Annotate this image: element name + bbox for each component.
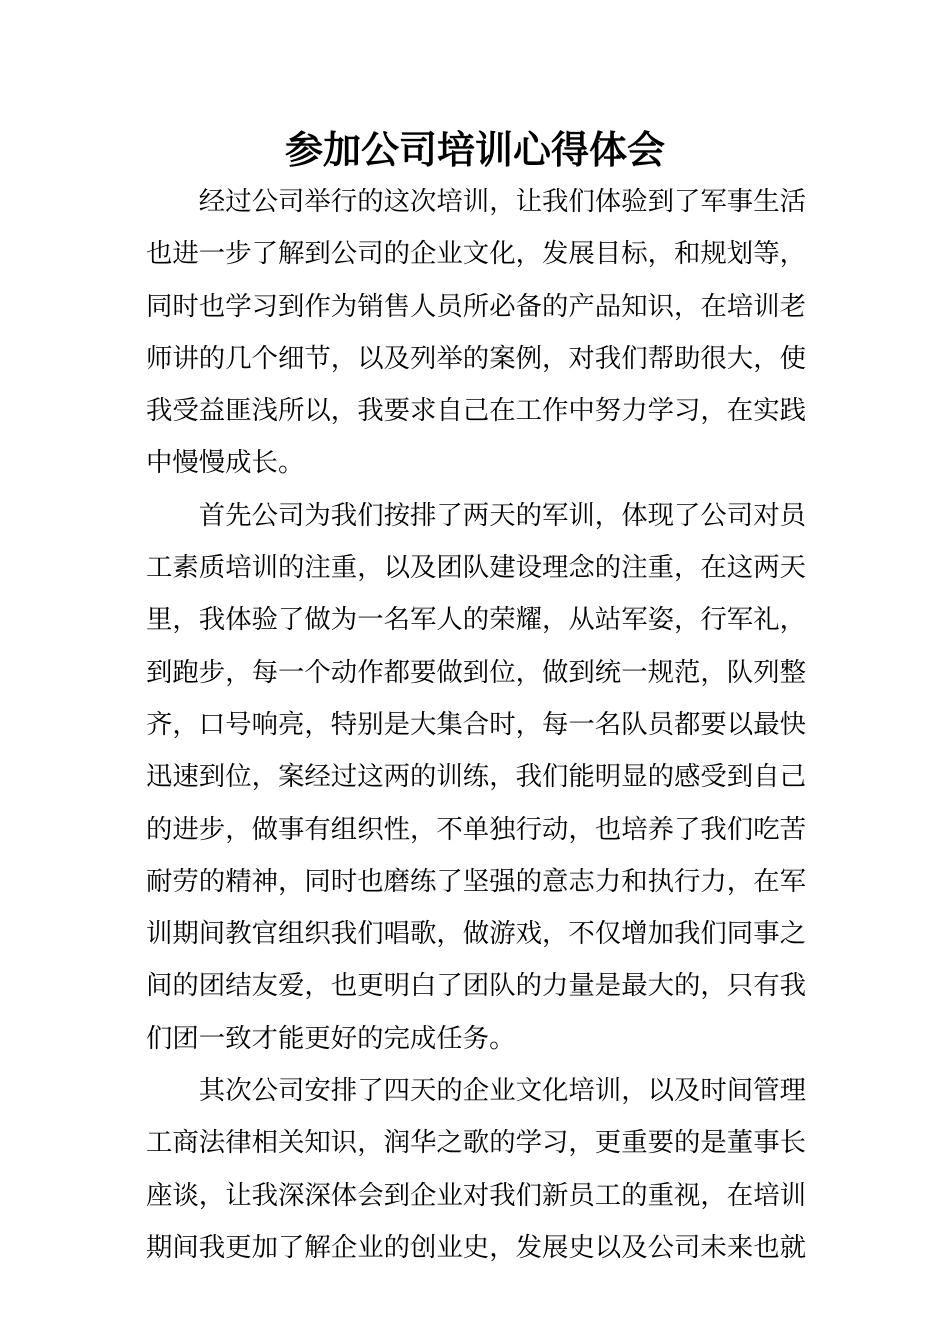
paragraph-1-line-4: 师讲的几个细节，以及列举的案例，对我们帮助很大，使 <box>146 342 806 374</box>
paragraph-2-line-5: 齐，口号响亮，特别是大集合时，每一名队员都要以最快 <box>146 708 806 740</box>
paragraph-2-line-8: 耐劳的精神，同时也磨练了坚强的意志力和执行力，在军 <box>146 865 806 897</box>
paragraph-2-line-1: 首先公司为我们按排了两天的军训，体现了公司对员 <box>198 499 806 531</box>
paragraph-3-line-1: 其次公司安排了四天的企业文化培训，以及时间管理 <box>198 1075 806 1107</box>
paragraph-2-line-2: 工素质培训的注重，以及团队建设理念的注重，在这两天 <box>146 552 806 584</box>
paragraph-2-line-6: 迅速到位，案经过这两的训练，我们能明显的感受到自己 <box>146 761 806 793</box>
paragraph-2-line-7: 的进步，做事有组织性，不单独行动，也培养了我们吃苦 <box>146 813 806 845</box>
paragraph-2-line-3: 里，我体验了做为一名军人的荣耀，从站军姿，行军礼， <box>146 604 806 636</box>
paragraph-2-line-11: 们团一致才能更好的完成任务。 <box>146 1022 516 1054</box>
paragraph-3-line-4: 期间我更加了解企业的创业史，发展史以及公司未来也就 <box>146 1231 806 1263</box>
document-body <box>146 176 806 1274</box>
paragraph-2-line-9: 训期间教官组织我们唱歌，做游戏，不仅增加我们同事之 <box>146 918 806 950</box>
paragraph-3-line-2: 工商法律相关知识，润华之歌的学习，更重要的是董事长 <box>146 1127 806 1159</box>
paragraph-2-line-4: 到跑步，每一个动作都要做到位，做到统一规范，队列整 <box>146 656 806 688</box>
paragraph-1-line-1: 经过公司举行的这次培训，让我们体验到了军事生活 <box>198 186 806 217</box>
paragraph-1-line-5: 我受益匪浅所以，我要求自己在工作中努力学习，在实践 <box>146 395 806 427</box>
paragraph-1-line-6: 中慢慢成长。 <box>146 447 305 479</box>
paragraph-3-line-3: 座谈，让我深深体会到企业对我们新员工的重视，在培训 <box>146 1179 806 1211</box>
paragraph-2-line-10: 间的团结友爱，也更明白了团队的力量是最大的，只有我 <box>146 970 806 1002</box>
document-title: 参加公司培训心得体会 <box>284 127 665 172</box>
paragraph-1-line-3: 同时也学习到作为销售人员所必备的产品知识，在培训老 <box>146 290 806 322</box>
paragraph-1-line-2: 也进一步了解到公司的企业文化，发展目标，和规划等， <box>146 238 806 270</box>
